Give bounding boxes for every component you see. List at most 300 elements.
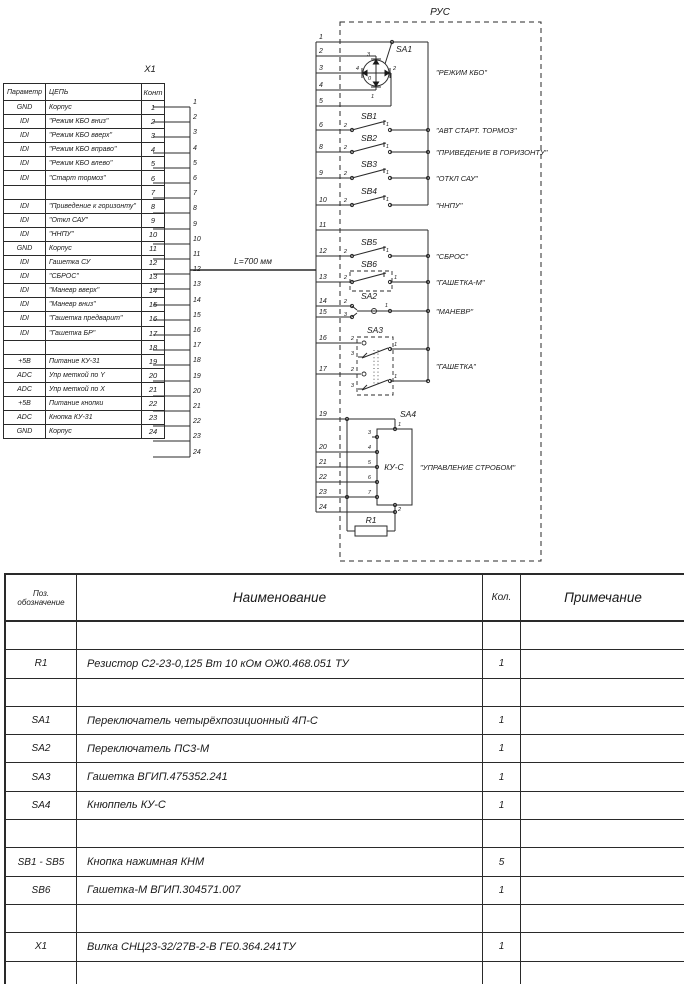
circuit-cell: Упр меткой по Y [46, 368, 142, 382]
ladder-pin: 7 [193, 190, 197, 197]
name-cell [77, 621, 483, 650]
junction-dots [345, 40, 429, 513]
pos-cell: SB1 - SB5 [5, 848, 77, 876]
param-cell: IDI [4, 256, 46, 270]
qty-cell [483, 621, 521, 650]
pin-cell: 8 [142, 199, 165, 213]
note-cell [521, 961, 684, 984]
sa1-arrow-left [362, 70, 368, 77]
param-cell: +5В [4, 354, 46, 368]
label-sbros: "СБРОС" [436, 252, 468, 261]
param-cell: IDI [4, 199, 46, 213]
circuit-cell: "Режим КБО вправо" [46, 143, 142, 157]
table-row [4, 199, 165, 213]
pin-cell: 23 [142, 411, 165, 425]
contact-5: 5 [367, 460, 371, 466]
note-cell [521, 735, 684, 763]
parts-header-name: Наименование [77, 574, 483, 621]
schem-pin: 12 [319, 248, 327, 255]
contact-2: 2 [343, 198, 347, 204]
pin-cell: 1 [142, 101, 165, 115]
sa1-arrows [362, 42, 392, 87]
name-cell: Резистор С2-23-0,125 Вт 10 кОм ОЖ0.468.051 ТУ [77, 650, 483, 678]
schem-pin: 5 [319, 98, 323, 105]
table-row [5, 961, 684, 984]
parts-list-table [4, 573, 684, 984]
table-row [4, 411, 165, 425]
pin-cell: 11 [142, 241, 165, 255]
contact-1: 1 [394, 275, 398, 281]
sb5-label: SB5 [360, 237, 378, 247]
param-cell: GND [4, 241, 46, 255]
qty-cell: 5 [483, 848, 521, 876]
sb1-label: SB1 [360, 111, 378, 121]
pos-cell [5, 904, 77, 932]
contact-6: 6 [367, 475, 371, 481]
param-cell [4, 185, 46, 199]
circuit-cell: "Маневр вниз" [46, 298, 142, 312]
rus-boundary [340, 22, 541, 561]
contact-2: 2 [343, 145, 347, 151]
ladder-pin: 13 [193, 281, 201, 288]
contact-3: 3 [350, 351, 354, 357]
qty-cell [483, 904, 521, 932]
table-row [4, 312, 165, 326]
table-row [4, 115, 165, 129]
sa1-center-0: 0 [368, 76, 372, 82]
contact-4: 4 [367, 445, 371, 451]
pin-cell: 2 [142, 115, 165, 129]
pin-cell: 16 [142, 312, 165, 326]
sb6-label: SB6 [360, 259, 378, 269]
ladder-pin: 23 [193, 433, 201, 440]
param-cell: IDI [4, 270, 46, 284]
sa3-open-contact [362, 372, 366, 376]
schem-pin: 21 [319, 459, 327, 466]
sa1-label: SA1 [396, 44, 413, 54]
table-row [4, 270, 165, 284]
sa2-label: SA2 [360, 291, 378, 301]
contact-numbers [343, 122, 402, 513]
param-cell: ADC [4, 382, 46, 396]
sa1-contact-2: 2 [393, 66, 397, 72]
schem-pin: 4 [319, 82, 323, 89]
ladder-pin: 5 [193, 160, 197, 167]
param-cell: ADC [4, 368, 46, 382]
table-row [4, 326, 165, 340]
cable-wire [190, 256, 316, 270]
parts-header-row [5, 574, 684, 621]
schem-pin: 22 [319, 474, 327, 481]
pin-cell: 20 [142, 368, 165, 382]
param-cell: +5В [4, 396, 46, 410]
table-row [5, 763, 684, 791]
function-labels [420, 68, 548, 472]
circuit-cell: Питание КУ-31 [46, 354, 142, 368]
circuit-cell [46, 185, 142, 199]
schem-pin: 16 [319, 335, 327, 342]
ladder-pin: 11 [193, 251, 201, 258]
contact-1: 1 [385, 248, 389, 254]
contact-3: 3 [367, 430, 371, 436]
param-cell: GND [4, 425, 46, 439]
pos-cell [5, 820, 77, 848]
note-cell [521, 763, 684, 791]
pin-cell: 17 [142, 326, 165, 340]
pin-cell: 3 [142, 129, 165, 143]
ladder-pin: 14 [193, 297, 201, 304]
circuit-cell: Корпус [46, 101, 142, 115]
sa4-box-label: КУ-С [384, 462, 404, 472]
pin-cell: 5 [142, 157, 165, 171]
circuit-cell [46, 340, 142, 354]
table-row [5, 678, 684, 706]
sa1-contact-3: 3 [366, 52, 370, 58]
contact-1: 1 [384, 303, 388, 309]
qty-cell: 1 [483, 763, 521, 791]
param-cell: IDI [4, 213, 46, 227]
table-row [4, 396, 165, 410]
table-row [4, 171, 165, 185]
qty-cell: 1 [483, 706, 521, 734]
circuit-cell: "Гашетка БР" [46, 326, 142, 340]
table-row [4, 241, 165, 255]
pos-cell: X1 [5, 933, 77, 961]
schem-pin: 2 [319, 48, 323, 55]
pos-cell: SA1 [5, 706, 77, 734]
pos-cell [5, 621, 77, 650]
schem-pin: 14 [319, 298, 327, 305]
contact-1: 1 [385, 197, 389, 203]
table-row [5, 933, 684, 961]
sa3-open-contact [362, 341, 366, 345]
circuit-cell: "Приведение к горизонту" [46, 199, 142, 213]
pin-cell: 22 [142, 396, 165, 410]
contact-1: 1 [385, 122, 389, 128]
contact-2: 2 [350, 336, 354, 342]
schem-pin: 11 [319, 222, 327, 229]
contact-3: 3 [350, 383, 354, 389]
rus-label: РУС [430, 7, 450, 18]
ladder-pin: 8 [193, 205, 197, 212]
table-row [5, 791, 684, 819]
schem-pin: 3 [319, 65, 323, 72]
label-privedenie: "ПРИВЕДЕНИЕ В ГОРИЗОНТУ" [436, 148, 548, 157]
contact-1: 1 [385, 170, 389, 176]
sa3-mech-link [374, 350, 378, 386]
table-row [5, 904, 684, 932]
ladder-pin: 6 [193, 175, 197, 182]
pos-cell: SA3 [5, 763, 77, 791]
pin-cell: 19 [142, 354, 165, 368]
pos-cell [5, 678, 77, 706]
ladder-pin: 3 [193, 129, 197, 136]
schem-pin: 20 [319, 444, 327, 451]
pos-cell: SA4 [5, 791, 77, 819]
sa3-box [357, 337, 393, 395]
contact-1: 1 [394, 374, 398, 380]
table-row [4, 185, 165, 199]
name-cell: Переключатель четырёхпозиционный 4П-С [77, 706, 483, 734]
pin-cell: 4 [142, 143, 165, 157]
parts-header-note: Примечание [521, 574, 684, 621]
qty-cell [483, 820, 521, 848]
table-row [5, 706, 684, 734]
name-cell [77, 904, 483, 932]
circuit-cell: Кнопка КУ-31 [46, 411, 142, 425]
label-gashetka: "ГАШЕТКА" [436, 362, 476, 371]
qty-cell: 1 [483, 735, 521, 763]
sb3-label: SB3 [360, 159, 378, 169]
contact-7: 7 [367, 490, 371, 496]
ladder-pin: 18 [193, 357, 201, 364]
sa1-contact-1: 1 [371, 94, 375, 100]
table-row [4, 256, 165, 270]
table-row [5, 650, 684, 678]
contact-3: 3 [343, 312, 347, 318]
schem-pin: 23 [319, 489, 327, 496]
pin-cell: 24 [142, 425, 165, 439]
contact-2: 2 [350, 367, 354, 373]
table-row [4, 382, 165, 396]
schem-pin: 24 [319, 504, 327, 511]
parts-header-qty: Кол. [483, 574, 521, 621]
ladder-pin: 15 [193, 312, 201, 319]
table-row [5, 735, 684, 763]
param-cell: GND [4, 101, 46, 115]
pinout-header-param: Параметр [4, 84, 46, 101]
name-cell: Гашетка ВГИП.475352.241 [77, 763, 483, 791]
sa1-switch [356, 42, 397, 100]
qty-cell: 1 [483, 791, 521, 819]
sa1-arrow-up [373, 59, 380, 65]
table-row [5, 848, 684, 876]
parts-header-pos-line1: Поз. [32, 588, 50, 598]
note-cell [521, 876, 684, 904]
pin-cell: 12 [142, 256, 165, 270]
contact-1: 1 [385, 144, 389, 150]
note-cell [521, 650, 684, 678]
note-cell [521, 820, 684, 848]
pin-cell: 10 [142, 227, 165, 241]
name-cell [77, 820, 483, 848]
name-cell [77, 678, 483, 706]
circuit-cell: "Режим КБО влево" [46, 157, 142, 171]
connector-title: X1 [144, 64, 156, 75]
qty-cell [483, 961, 521, 984]
sa4-label: SA4 [400, 409, 417, 419]
name-cell: Вилка СНЦ23-32/27В-2-В ГЕ0.364.241ТУ [77, 933, 483, 961]
table-row [5, 876, 684, 904]
circuit-cell: Питание кнопки [46, 396, 142, 410]
pin-cell: 18 [142, 340, 165, 354]
param-cell: IDI [4, 129, 46, 143]
circuit-cell: "Откл САУ" [46, 213, 142, 227]
ladder-pin: 17 [193, 342, 201, 349]
pin-cell: 7 [142, 185, 165, 199]
pin-cell: 15 [142, 298, 165, 312]
sa3-label: SA3 [366, 325, 384, 335]
parts-header-pos-line2: обозначение [17, 597, 65, 607]
label-nnpu: "ННПУ" [436, 201, 463, 210]
note-cell [521, 904, 684, 932]
sa2-pivot-circle [372, 309, 377, 314]
pin-cell: 9 [142, 213, 165, 227]
contact-2: 2 [343, 275, 347, 281]
label-manevr: "МАНЕВР" [436, 307, 473, 316]
schematic-pin-numbers [318, 34, 328, 511]
param-cell: IDI [4, 115, 46, 129]
qty-cell: 1 [483, 650, 521, 678]
contact-2: 2 [343, 299, 347, 305]
param-cell: IDI [4, 171, 46, 185]
contact-2: 2 [343, 249, 347, 255]
r1-resistor [355, 526, 387, 536]
table-row [4, 213, 165, 227]
name-cell: Кнюппель КУ-С [77, 791, 483, 819]
pos-cell [5, 961, 77, 984]
sa1-contact-4: 4 [355, 66, 359, 72]
note-cell [521, 848, 684, 876]
param-cell: IDI [4, 326, 46, 340]
param-cell: IDI [4, 298, 46, 312]
pinout-header-pin: Конт [142, 84, 165, 101]
sa1-arrow-right [385, 70, 391, 77]
table-row [5, 621, 684, 650]
schem-pin: 8 [319, 144, 323, 151]
sb6-box [350, 271, 392, 291]
param-cell: ADC [4, 411, 46, 425]
pos-cell: R1 [5, 650, 77, 678]
r1-label: R1 [365, 515, 377, 525]
ladder-pin: 24 [193, 449, 201, 456]
table-row [4, 129, 165, 143]
table-row [4, 298, 165, 312]
note-cell [521, 933, 684, 961]
ladder-pin: 21 [193, 403, 201, 410]
qty-cell: 1 [483, 933, 521, 961]
contact-2: 2 [343, 171, 347, 177]
table-row [4, 101, 165, 115]
schematic-wires [316, 42, 428, 531]
pin-cell: 14 [142, 284, 165, 298]
table-row [4, 227, 165, 241]
label-otkl-sau: "ОТКЛ САУ" [436, 174, 478, 183]
pin-cell: 6 [142, 171, 165, 185]
label-avt-start: "АВТ СТАРТ. ТОРМОЗ" [436, 126, 517, 135]
circuit-cell: "Режим КБО вниз" [46, 115, 142, 129]
cable-length-label: L=700 мм [234, 256, 272, 266]
table-row [4, 354, 165, 368]
note-cell [521, 678, 684, 706]
schem-pin: 13 [319, 274, 327, 281]
ladder-pin: 19 [193, 373, 201, 380]
schem-pin: 6 [319, 122, 323, 129]
sa4-box [377, 429, 412, 505]
name-cell: Гашетка-М ВГИП.304571.007 [77, 876, 483, 904]
contact-2: 2 [398, 507, 402, 513]
table-row [4, 284, 165, 298]
ladder-pin: 22 [193, 418, 201, 425]
note-cell [521, 621, 684, 650]
switch-blades [352, 120, 388, 390]
circuit-cell: Упр меткой по X [46, 382, 142, 396]
circuit-cell: Корпус [46, 241, 142, 255]
sb4-label: SB4 [360, 186, 378, 196]
circuit-cell: "Старт тормоз" [46, 171, 142, 185]
table-row [5, 820, 684, 848]
schem-pin: 19 [319, 411, 327, 418]
pinout-table [3, 83, 165, 439]
ladder-pin: 9 [193, 221, 197, 228]
qty-cell [483, 678, 521, 706]
label-upravlenie-strobom: "УПРАВЛЕНИЕ СТРОБОМ" [420, 463, 516, 472]
circuit-cell: Корпус [46, 425, 142, 439]
pinout-header-circuit: ЦЕПЬ [46, 84, 142, 101]
ladder-pin: 2 [193, 114, 197, 121]
wire-segments [316, 42, 428, 531]
ladder-pin: 16 [193, 327, 201, 334]
qty-cell: 1 [483, 876, 521, 904]
param-cell [4, 340, 46, 354]
ladder-pin: 10 [193, 236, 201, 243]
circuit-cell: Гашетка СУ [46, 256, 142, 270]
circuit-cell: "ННПУ" [46, 227, 142, 241]
name-cell: Кнопка нажимная КНМ [77, 848, 483, 876]
param-cell: IDI [4, 284, 46, 298]
schem-pin: 17 [319, 366, 327, 373]
pinout-header-row [4, 84, 165, 101]
schem-pin: 10 [319, 197, 327, 204]
pos-cell: SB6 [5, 876, 77, 904]
sb2-label: SB2 [360, 133, 378, 143]
ladder-pin: 20 [193, 388, 201, 395]
sa1-circle [363, 60, 389, 86]
ladder-pin: 12 [193, 266, 201, 273]
note-cell [521, 706, 684, 734]
param-cell: IDI [4, 312, 46, 326]
sa1-arrow-down [373, 82, 380, 88]
ladder-pin: 4 [193, 145, 197, 152]
pin-cell: 13 [142, 270, 165, 284]
parts-header-pos [5, 574, 77, 621]
table-row [4, 340, 165, 354]
contact-1: 1 [398, 422, 402, 428]
param-cell: IDI [4, 227, 46, 241]
ladder-pin: 1 [193, 99, 197, 106]
circuit-cell: "Гашетка предварит" [46, 312, 142, 326]
contact-2: 2 [343, 123, 347, 129]
table-row [4, 143, 165, 157]
rus-enclosure [340, 7, 541, 561]
pin-cell: 21 [142, 382, 165, 396]
circuit-cell: "Режим КБО вверх" [46, 129, 142, 143]
circuit-cell: "СБРОС" [46, 270, 142, 284]
schem-pin: 15 [319, 309, 327, 316]
table-row [4, 157, 165, 171]
name-cell [77, 961, 483, 984]
table-row [4, 425, 165, 439]
param-cell: IDI [4, 157, 46, 171]
param-cell: IDI [4, 143, 46, 157]
table-row [4, 368, 165, 382]
label-rezhim-kbo: "РЕЖИМ КБО" [436, 68, 487, 77]
contact-1: 1 [394, 342, 398, 348]
circuit-cell: "Маневр вверх" [46, 284, 142, 298]
pos-cell: SA2 [5, 735, 77, 763]
schem-pin: 9 [319, 170, 323, 177]
note-cell [521, 791, 684, 819]
